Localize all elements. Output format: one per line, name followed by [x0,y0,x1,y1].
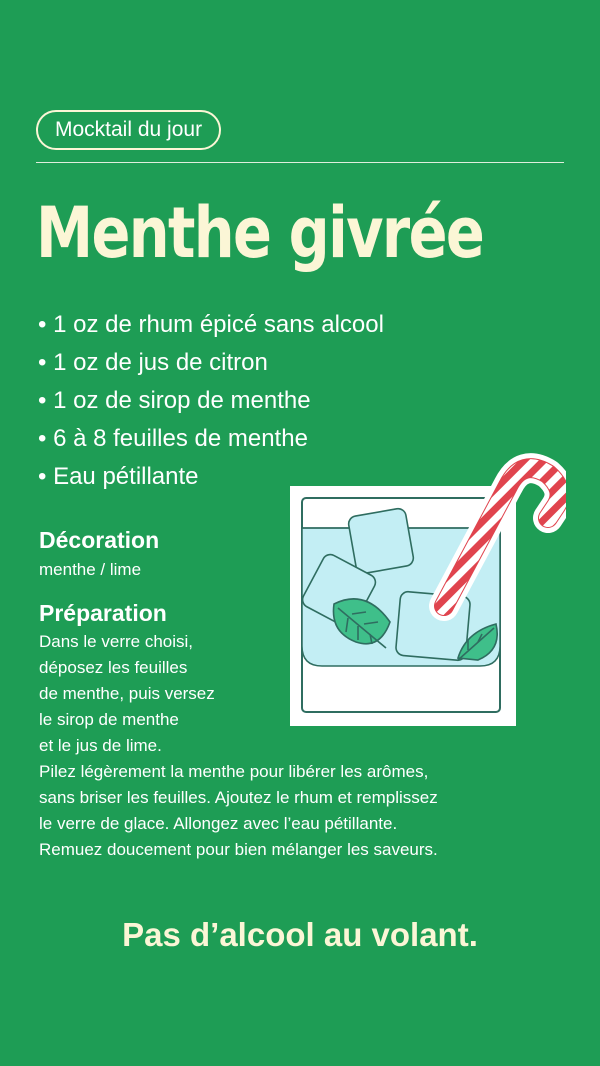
preparation-line: déposez les feuilles [39,658,188,677]
page-title: Menthe givrée [36,192,484,274]
mocktail-badge [36,110,221,150]
preparation-line: Dans le verre choisi, [39,632,194,651]
divider [36,162,564,163]
list-item: • 1 oz de sirop de menthe [38,382,384,420]
preparation-line: le sirop de menthe [39,710,179,729]
preparation-text-intro [39,629,279,759]
footer-message: Pas d’alcool au volant. [122,916,478,953]
preparation-line: sans briser les feuilles. Ajoutez le rhum et remplissez [39,788,438,807]
decoration-text: menthe / lime [39,560,142,579]
preparation-line: le verre de glace. Allongez avec l’eau pétillante. [39,814,398,833]
preparation-line: de menthe, puis versez [39,684,215,703]
list-item: • 6 à 8 feuilles de menthe [38,420,384,458]
preparation-text-steps [39,759,579,863]
preparation-line: Remuez doucement pour bien mélanger les saveurs. [39,840,438,859]
preparation-line: Pilez légèrement la menthe pour libérer les arômes, [39,762,429,781]
preparation-heading: Préparation [39,600,167,626]
mocktail-glass-icon [286,436,566,728]
list-item: • 1 oz de jus de citron [38,344,384,382]
list-item: • 1 oz de rhum épicé sans alcool [38,306,384,344]
decoration-heading: Décoration [39,527,160,553]
badge-label: Mocktail du jour [55,118,203,141]
list-item: • Eau pétillante [38,458,384,496]
preparation-line: et le jus de lime. [39,736,162,755]
